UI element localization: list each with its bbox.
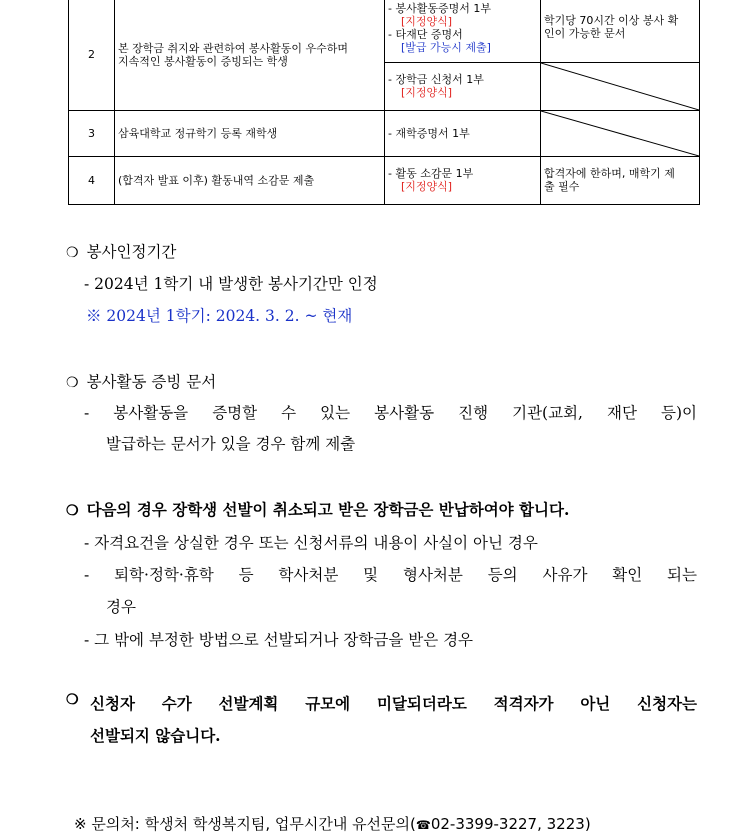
row-note: 합격자에 한하며, 매학기 제 출 필수 bbox=[541, 156, 700, 204]
row-description: 삼육대학교 정규학기 등록 재학생 bbox=[115, 110, 385, 156]
empty-diagonal-cell bbox=[541, 110, 700, 156]
table-row bbox=[69, 0, 700, 62]
row-number: 4 bbox=[69, 156, 115, 204]
list-item: - 그 밖에 부정한 방법으로 선발되거나 장학금을 받은 경우 bbox=[84, 631, 474, 649]
required-documents: - 장학금 신청서 1부 [지정양식] bbox=[385, 62, 541, 110]
list-item: - 퇴학·정학·휴학 등 학사처분 및 형사처분 등의 사유가 확인 되는 bbox=[84, 566, 697, 584]
table-row bbox=[69, 110, 700, 156]
phone-icon: ☎ bbox=[415, 818, 431, 832]
required-documents: - 재학증명서 1부 bbox=[385, 110, 541, 156]
row-number: 3 bbox=[69, 110, 115, 156]
required-documents: - 봉사활동증명서 1부 [지정양식] - 타재단 증명서 [발급 가능시 제출] bbox=[385, 0, 541, 62]
requirements-table bbox=[68, 0, 700, 205]
list-item: - 자격요건을 상실한 경우 또는 신청서류의 내용이 사실이 아닌 경우 bbox=[84, 534, 538, 552]
row-description: 본 장학금 취지와 관련하여 봉사활동이 우수하며 지속적인 봉사활동이 증빙되는 학생 bbox=[115, 0, 385, 110]
section-proof-line2: 발급하는 문서가 있을 경우 함께 제출 bbox=[106, 435, 356, 453]
required-documents: - 활동 소감문 1부 [지정양식] bbox=[385, 156, 541, 204]
section-notice-line2: 선발되지 않습니다. bbox=[90, 726, 221, 745]
row-description: (합격자 발표 이후) 활동내역 소감문 제출 bbox=[115, 156, 385, 204]
section-proof-heading: ❍ 봉사활동 증빙 문서 bbox=[66, 373, 217, 391]
section-period-note: ※ 2024년 1학기: 2024. 3. 2. ~ 현재 bbox=[86, 307, 353, 325]
section-proof-line1: - 봉사활동을 증명할 수 있는 봉사활동 진행 기관(교회, 재단 등)이 bbox=[84, 404, 697, 422]
section-cancel-heading: ❍ 다음의 경우 장학생 선발이 취소되고 받은 장학금은 반납하여야 합니다. bbox=[66, 500, 570, 519]
row-number: 2 bbox=[69, 0, 115, 110]
table-row bbox=[69, 156, 700, 204]
empty-diagonal-cell bbox=[541, 62, 700, 110]
contact-info: ※ 문의처: 학생처 학생복지팀, 업무시간내 유선문의(☎02-3399-3227, 3223) bbox=[74, 815, 591, 833]
list-item: 경우 bbox=[106, 598, 136, 616]
row-note: 학기당 70시간 이상 봉사 확 인이 가능한 문서 bbox=[541, 0, 700, 62]
section-period-line: - 2024년 1학기 내 발생한 봉사기간만 인정 bbox=[84, 275, 378, 293]
section-period-heading: ❍ 봉사인정기간 bbox=[66, 243, 177, 261]
section-notice-line1: ❍ 신청자 수가 선발계획 규모에 미달되더라도 적격자가 아닌 신청자는 bbox=[66, 692, 697, 713]
